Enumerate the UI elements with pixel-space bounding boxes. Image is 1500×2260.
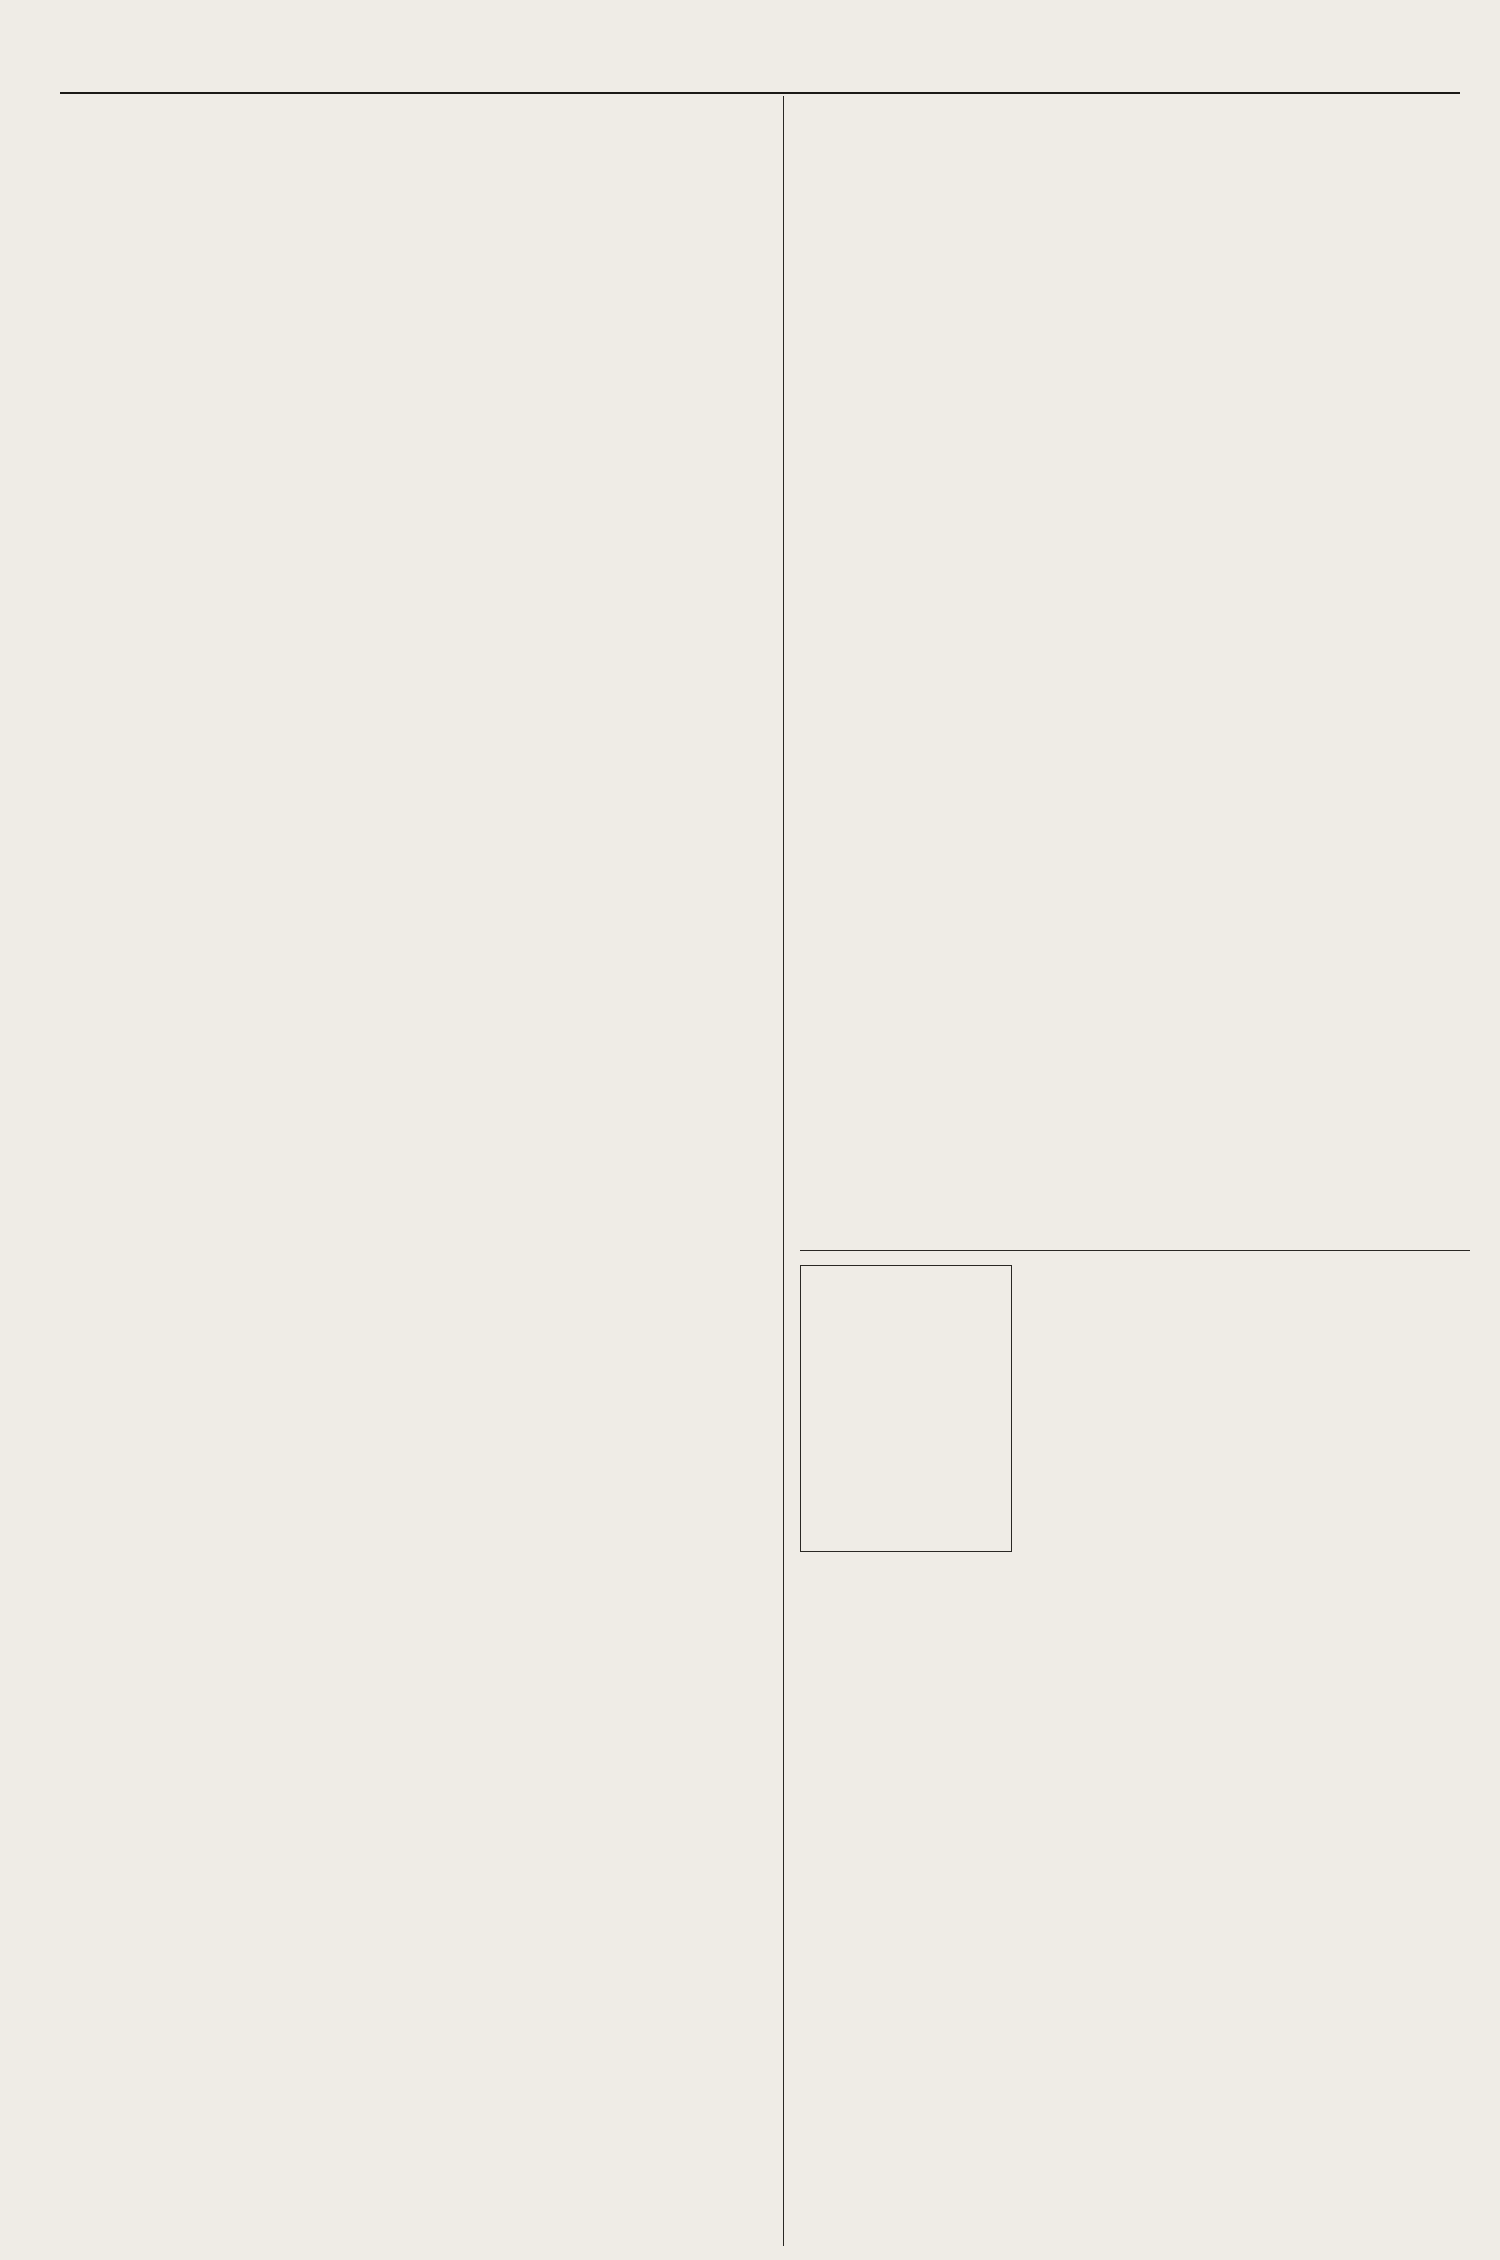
column-rule — [783, 96, 784, 2246]
ultrasound-body — [801, 1274, 1011, 1474]
efficiency-col1 — [815, 236, 1020, 1246]
alcohol-intro-col1 — [70, 276, 400, 456]
alcohol-sect1-col2 — [418, 528, 748, 948]
ultrasound-box — [800, 1265, 1012, 1552]
helmet-col1 — [1030, 1410, 1235, 2240]
running-head — [60, 66, 1460, 94]
alcohol-intro-col2 — [418, 276, 748, 456]
helmet-col2 — [1245, 1410, 1460, 2240]
alcohol-headline — [72, 110, 660, 206]
alcohol-sect2-col1 — [70, 1040, 400, 2240]
section-rule — [800, 1250, 1470, 1251]
efficiency-col2 — [1030, 236, 1235, 1246]
alcohol-sect1-col1 — [70, 528, 400, 948]
alcohol-sect2-col2 — [418, 1040, 748, 2240]
efficiency-col3 — [1245, 236, 1460, 1246]
